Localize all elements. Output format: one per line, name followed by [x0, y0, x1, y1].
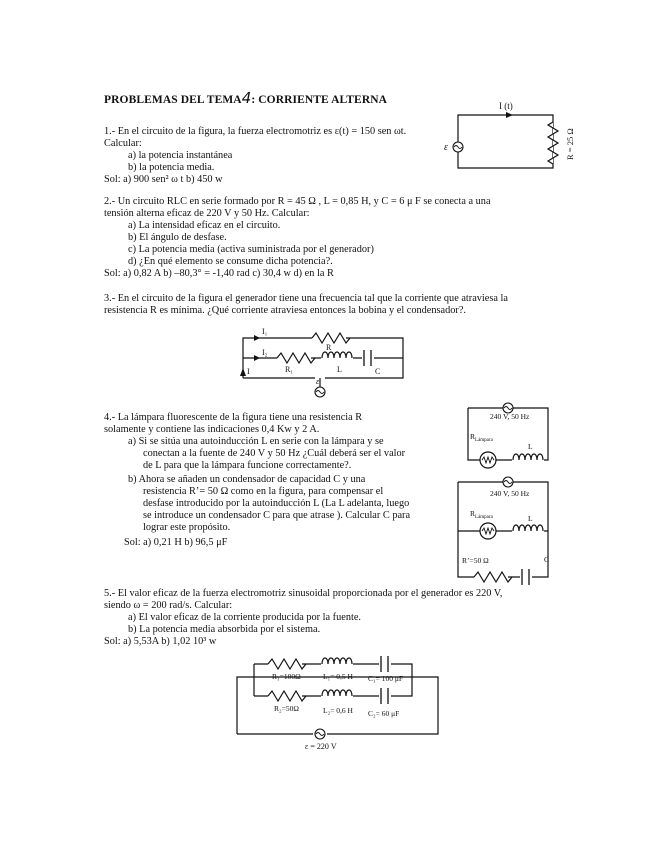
title-prefix: PROBLEMAS DEL TEMA	[104, 94, 242, 106]
fig3-i2-label: I₂	[262, 348, 268, 357]
fig3-i1-label: I₁	[262, 327, 268, 336]
fig1-current-label: I (t)	[499, 101, 513, 111]
fig1-emf-label: ε	[444, 142, 448, 153]
fig1-resistance-label: R = 25 Ω	[565, 128, 575, 160]
fig5-circuit	[237, 655, 438, 751]
fig5-r2-label: R₂=50Ω	[274, 704, 299, 713]
fig4b-rprime-label: R’=50 Ω	[462, 556, 489, 565]
p4-item-b-4: se introduce un condensador C para que atrase ). Calcular C para	[143, 510, 411, 521]
p1-item-a: a) la potencia instantánea	[128, 150, 233, 161]
p3-statement-2: resistencia R es mínima. ¿Qué corriente atraviesa entonces la bobina y el condensador?.	[104, 305, 466, 316]
title-number: 4	[241, 89, 252, 107]
p4-item-b-2: resistencia R’= 50 Ω como en la figura, para compensar el	[143, 486, 384, 497]
fig5-c1-label: C₁= 100 μF	[368, 674, 404, 683]
p5-statement-1: 5.- El valor eficaz de la fuerza electromotriz sinusoidal proporcionada por el generador es 220 V,	[104, 588, 503, 599]
p4-item-a-3: de L para que la lámpara funcione correctamente?.	[143, 460, 352, 471]
fig3-i-label: I	[247, 367, 250, 376]
fig4b-c-label: C	[544, 555, 550, 564]
p4-statement-2: solamente y contiene las indicaciones 0,4 Kw y 2 A.	[104, 424, 320, 435]
p4-item-b-3: desfase introducido por la autoinducción L (La L adelanta, luego	[143, 498, 410, 509]
p5-item-a: a) El valor eficaz de la corriente producida por la fuente.	[128, 612, 361, 623]
p4-item-a-1: a) Si se sitúa una autoinducción L en serie con la lámpara y se	[128, 436, 384, 447]
p4-item-a-2: conectan a la fuente de 240 V y 50 Hz ¿Cuál deberá ser el valor	[143, 448, 406, 459]
p2-item-d: d) ¿En qué elemento se consume dicha potencia?.	[128, 256, 333, 267]
fig4a-source-label: 240 V, 50 Hz	[490, 412, 530, 421]
resistor-symbol	[548, 122, 558, 164]
p2-statement-2: tensión alterna eficaz de 220 V y 50 Hz. Calcular:	[104, 208, 310, 219]
p1-item-b: b) la potencia media.	[128, 162, 215, 173]
p4-item-b-1: b) Ahora se añaden un condensador de capacidad C y una	[128, 474, 366, 485]
fig3-r-label: R	[326, 343, 332, 352]
p1-statement: 1.- En el circuito de la figura, la fuerza electromotriz es ε(t) = 150 sen ωt.	[104, 126, 407, 137]
fig4a-r-label: $R_{Lámpara}$	[470, 432, 493, 443]
fig5-emf-label: ε = 220 V	[305, 742, 337, 751]
fig4b-circuit	[458, 477, 549, 586]
p5-solution: Sol: a) 5,53A b) 1,02 10³ w	[104, 636, 217, 647]
p2-statement-1: 2.- Un circuito RLC en serie formado por R = 45 Ω , L = 0,85 H, y C = 6 μ F se conecta a una	[104, 196, 491, 207]
current-arrow-icon	[506, 112, 513, 118]
fig5-l1-label: L₁= 0,5 H	[323, 672, 353, 681]
fig4b-l-label: L	[528, 514, 533, 523]
fig3-emf-label: ε	[316, 377, 320, 386]
p2-item-a: a) La intensidad eficaz en el circuito.	[128, 220, 281, 231]
p4-solution: Sol: a) 0,21 H b) 96,5 μF	[124, 537, 228, 548]
fig3-l-label: L	[337, 365, 342, 374]
fig4a-circuit	[468, 403, 548, 468]
fig5-r1-label: R₁=100Ω	[272, 672, 301, 681]
p5-item-b: b) La potencia media absorbida por el sistema.	[128, 624, 321, 635]
fig4b-source-label: 240 V, 50 Hz	[490, 489, 530, 498]
title-suffix: : CORRIENTE ALTERNA	[251, 94, 388, 106]
p3-statement-1: 3.- En el circuito de la figura el generador tiene una frecuencia tal que la corriente que atraviesa la	[104, 293, 508, 304]
fig4b-r-label: $R_{Lámpara}$	[470, 509, 493, 520]
p4-statement-1: 4.- La lámpara fluorescente de la figura tiene una resistencia R	[104, 412, 363, 423]
p1-calcular: Calcular:	[104, 138, 142, 149]
fig4a-l-label: L	[528, 442, 533, 451]
fig3-c-label: C	[375, 367, 381, 376]
fig5-c2-label: C₂= 60 μF	[368, 709, 400, 718]
p5-statement-2: siendo ω = 200 rad/s. Calcular:	[104, 600, 233, 611]
fig1-circuit	[444, 101, 575, 168]
fig3-r1-label: R₁	[285, 365, 294, 374]
fig3-circuit	[240, 327, 403, 397]
p2-item-c: c) La potencia media (activa suministrada por el generador)	[128, 244, 374, 255]
p4-item-b-5: lograr este propósito.	[143, 522, 231, 533]
p1-solution: Sol: a) 900 sen² ω t b) 450 w	[104, 174, 223, 185]
p2-solution: Sol: a) 0,82 A b) –80,3° = -1,40 rad c) 30,4 w d) en la R	[104, 268, 334, 279]
p2-item-b: b) El ángulo de desfase.	[128, 232, 227, 243]
fig5-l2-label: L₂= 0,6 H	[323, 706, 353, 715]
